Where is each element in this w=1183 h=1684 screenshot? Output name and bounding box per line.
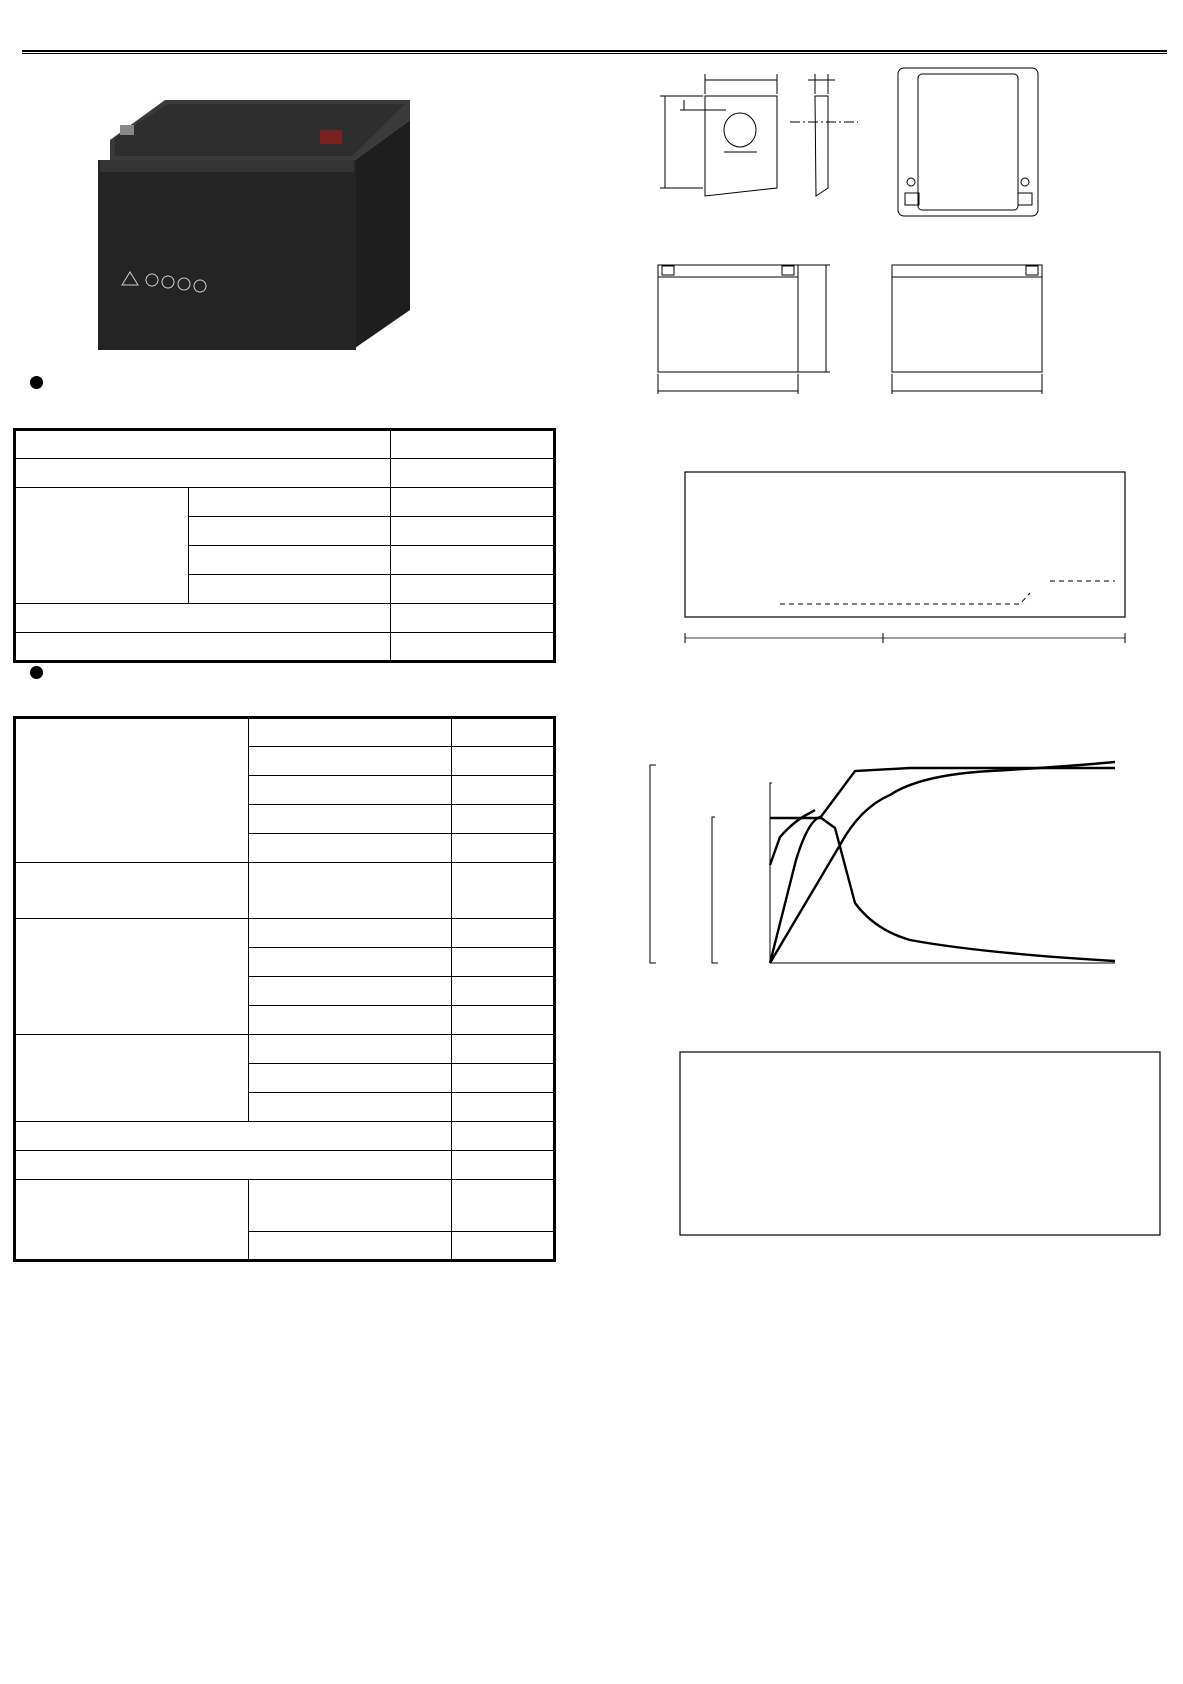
spec-label xyxy=(189,517,391,546)
spec-label xyxy=(189,488,391,517)
cap-rate xyxy=(248,747,451,776)
bullet-icon xyxy=(30,376,43,389)
floatlife-label xyxy=(15,1151,452,1180)
sd-value xyxy=(451,1035,554,1064)
characteristic-table xyxy=(13,716,556,1262)
spec-label xyxy=(15,459,391,488)
cap-rate xyxy=(248,718,451,747)
spec-label xyxy=(15,430,391,459)
charge-chart xyxy=(620,725,1170,1000)
cap-value xyxy=(451,747,554,776)
maxdis-label xyxy=(15,1122,452,1151)
cap-rate xyxy=(248,834,451,863)
cap-value xyxy=(451,834,554,863)
sd-value xyxy=(451,1093,554,1122)
dimensions-group xyxy=(15,488,189,604)
specifications-table xyxy=(13,428,556,663)
ir-label xyxy=(15,863,249,919)
spec-value xyxy=(390,459,554,488)
spec-value xyxy=(390,430,554,459)
spec-value xyxy=(390,488,554,517)
bullet-icon xyxy=(30,666,43,679)
characteristic-heading xyxy=(30,666,71,679)
dimension-drawings xyxy=(640,60,1180,405)
battery-photo xyxy=(90,80,450,380)
terminal-front xyxy=(705,96,777,196)
cap-rate xyxy=(248,776,451,805)
discharge-plot-frame xyxy=(685,472,1125,617)
maxdis-value xyxy=(451,1122,554,1151)
cap-value xyxy=(451,776,554,805)
td-value xyxy=(451,1006,554,1035)
sd-period xyxy=(248,1093,451,1122)
specifications-heading xyxy=(30,376,71,389)
spec-label xyxy=(189,575,391,604)
header-rule xyxy=(22,50,1167,54)
charge-volume-curve xyxy=(770,762,1115,963)
cap-rate xyxy=(248,805,451,834)
td-temp xyxy=(248,977,451,1006)
td-temp xyxy=(248,948,451,977)
float-voltage xyxy=(451,1232,554,1261)
sd-period xyxy=(248,1064,451,1093)
cap-value xyxy=(451,718,554,747)
spec-value xyxy=(390,633,554,662)
spec-value xyxy=(390,517,554,546)
td-value xyxy=(451,919,554,948)
td-value xyxy=(451,977,554,1006)
spec-label xyxy=(189,546,391,575)
td-temp xyxy=(248,919,451,948)
cycle-label xyxy=(248,1180,451,1232)
floatlife-value xyxy=(451,1151,554,1180)
cycle-plot-frame xyxy=(680,1052,1160,1235)
capacity-group xyxy=(15,718,249,863)
spec-value xyxy=(390,604,554,633)
spec-value xyxy=(390,575,554,604)
discharge-chart xyxy=(620,440,1170,700)
td-value xyxy=(451,948,554,977)
spec-label xyxy=(15,604,391,633)
float-label xyxy=(248,1232,451,1261)
spec-label xyxy=(15,633,391,662)
sd-period xyxy=(248,1035,451,1064)
spec-value xyxy=(390,546,554,575)
sd-value xyxy=(451,1064,554,1093)
charge-current-curve xyxy=(770,817,1115,963)
td-temp xyxy=(248,1006,451,1035)
cap-value xyxy=(451,805,554,834)
cycle-life-chart xyxy=(620,1010,1170,1270)
